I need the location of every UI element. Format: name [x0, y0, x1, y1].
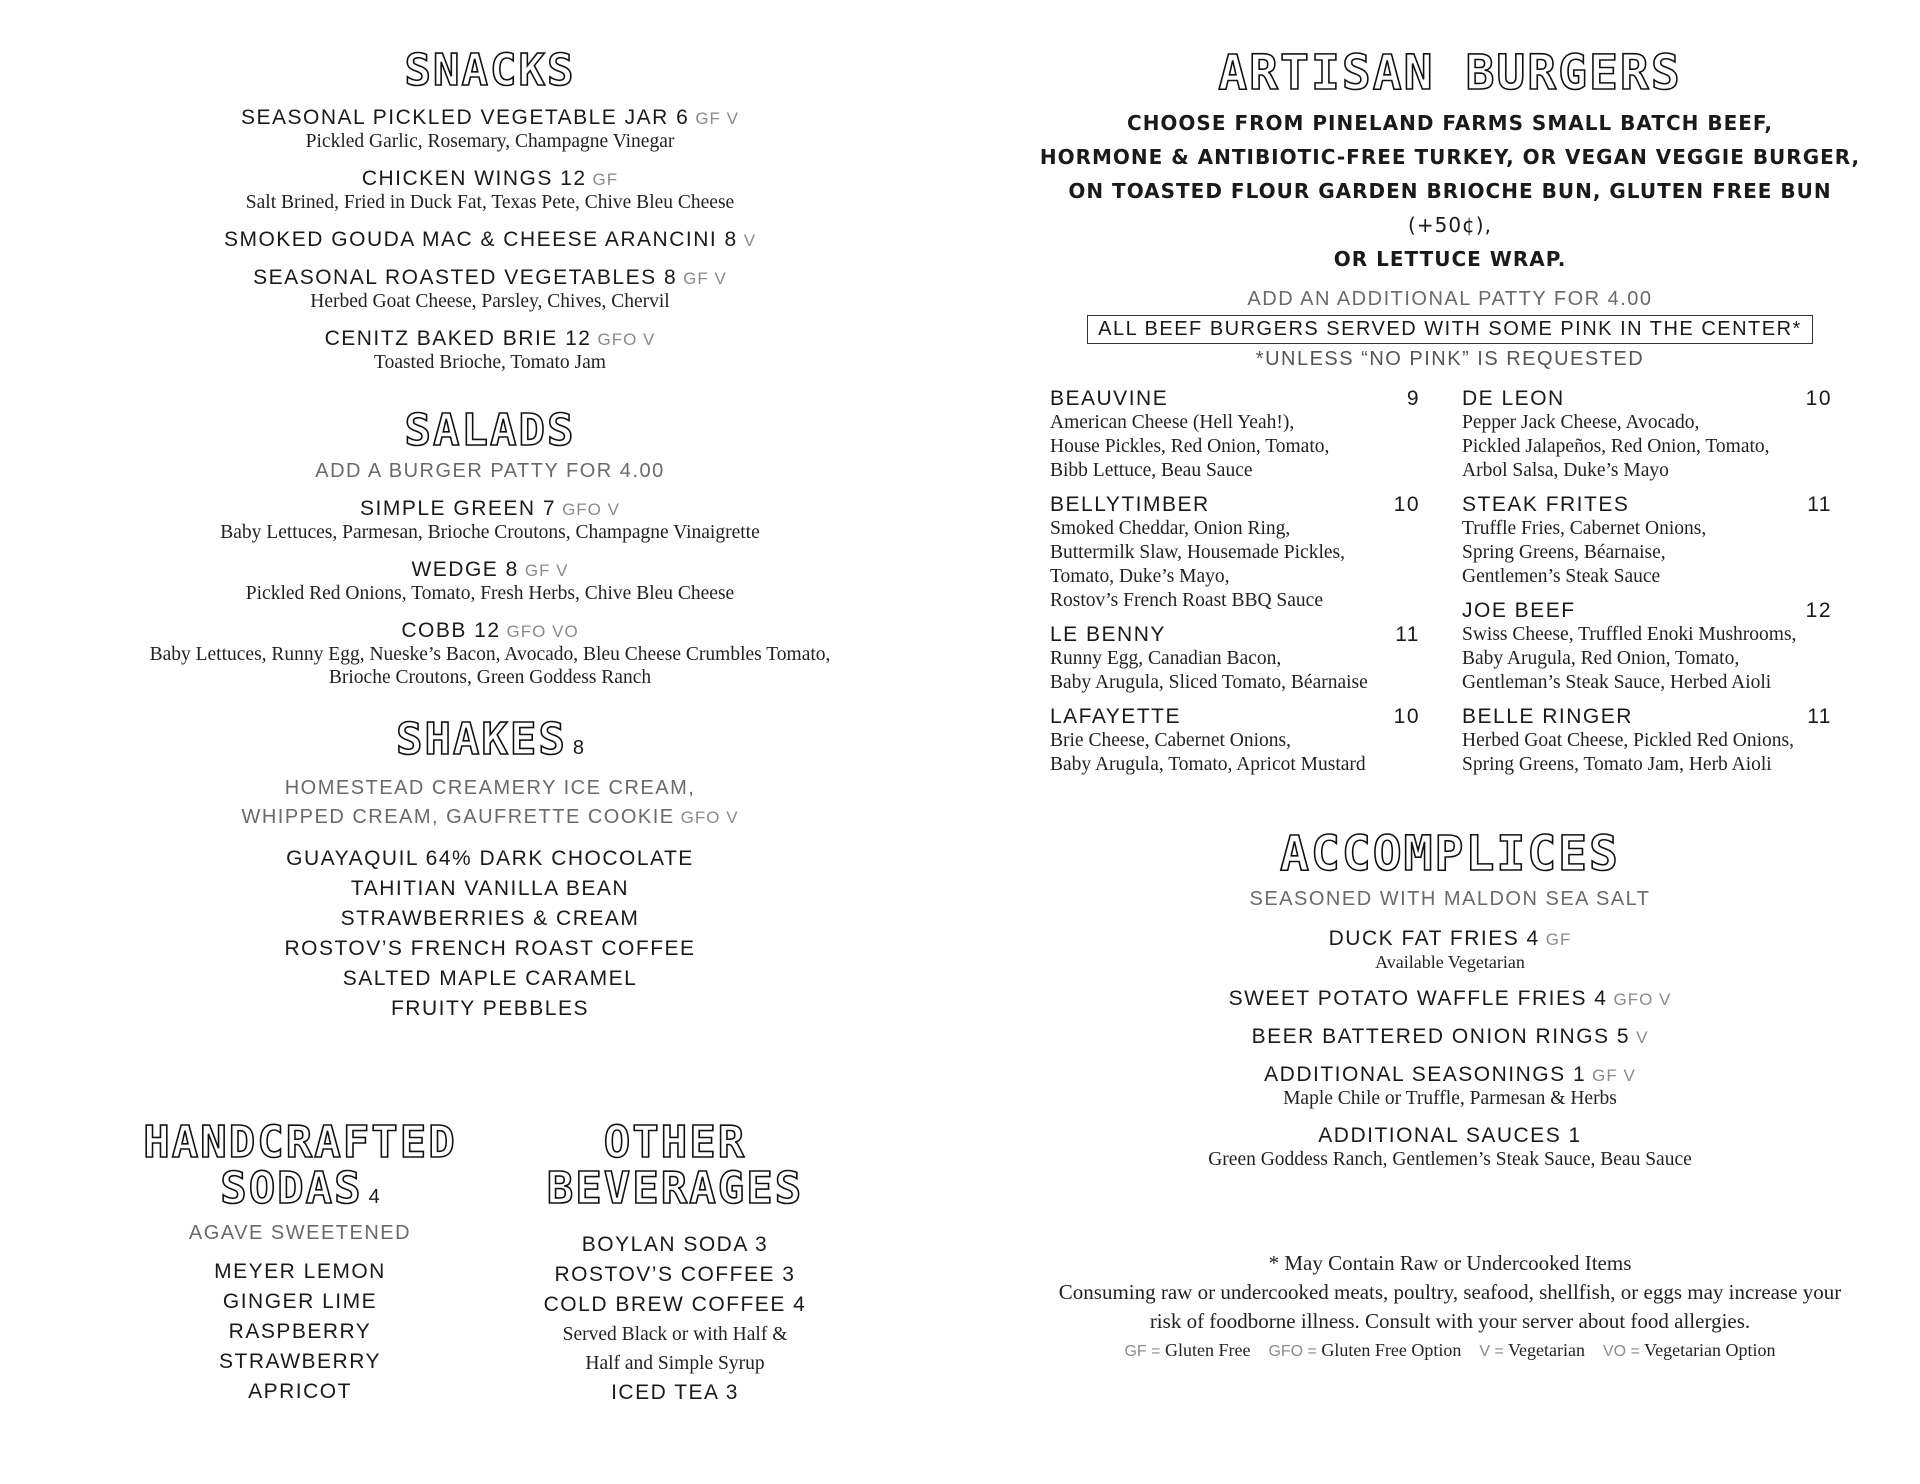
burger-name: LAFAYETTE — [1050, 705, 1181, 729]
burger-desc-line: Spring Greens, Tomato Jam, Herb Aioli — [1462, 754, 1772, 776]
beverages-section — [500, 1117, 850, 1408]
diet-tags: GF V — [524, 561, 569, 581]
salads-subtitle: ADD A BURGER PATTY FOR 4.00 — [315, 460, 665, 483]
diet-tags: GF — [1545, 929, 1572, 949]
left-column — [90, 45, 890, 1024]
burger-price: 10 — [1393, 493, 1420, 517]
burger-desc-line: Baby Arugula, Red Onion, Tomato, — [1462, 648, 1740, 670]
shakes-title: SHAKES — [395, 714, 567, 766]
diet-tags: GF V — [695, 109, 739, 129]
item-description: Baby Lettuces, Parmesan, Brioche Croutons, Champagne Vinaigrette — [220, 522, 760, 544]
burger-desc-line: Baby Arugula, Tomato, Apricot Mustard — [1050, 754, 1366, 776]
burger-item — [1050, 705, 1420, 777]
menu-item — [90, 619, 890, 689]
menu-item — [1030, 1025, 1870, 1049]
diet-tags: GF V — [683, 269, 727, 289]
item-description: Herbed Goat Cheese, Parsley, Chives, Chervil — [310, 291, 670, 313]
item-description: Pickled Red Onions, Tomato, Fresh Herbs, Chive Bleu Cheese — [245, 583, 735, 605]
soda-flavor: APRICOT — [248, 1380, 352, 1404]
burger-name: STEAK FRITES — [1462, 493, 1630, 517]
intro-line: ON TOASTED FLOUR GARDEN BRIOCHE BUN, GLUTEN FREE BUN — [1068, 179, 1832, 204]
burger-item — [1050, 623, 1420, 695]
beverages-title-2: BEVERAGES — [546, 1163, 804, 1215]
legend-key: GF = — [1124, 1342, 1161, 1360]
snacks-section — [90, 45, 890, 374]
burger-desc-line: Tomato, Duke’s Mayo, — [1050, 566, 1230, 588]
diet-tags: GF — [592, 170, 619, 190]
burger-desc-line: Gentleman’s Steak Sauce, Herbed Aioli — [1462, 672, 1772, 694]
sodas-section — [120, 1117, 480, 1407]
burger-desc-line: Runny Egg, Canadian Bacon, — [1050, 648, 1282, 670]
beverage-item: BOYLAN SODA 3 — [581, 1233, 769, 1257]
burger-name: BELLE RINGER — [1462, 705, 1633, 729]
footnote-line: Consuming raw or undercooked meats, poultry, seafood, shellfish, or eggs may increase your — [1058, 1279, 1842, 1304]
burger-price: 11 — [1807, 705, 1832, 729]
diet-tags: GF V — [1592, 1065, 1636, 1085]
add-patty-note: ADD AN ADDITIONAL PATTY FOR 4.00 — [1247, 288, 1653, 311]
burger-item — [1462, 599, 1832, 695]
burger-desc-line: Buttermilk Slaw, Housemade Pickles, — [1050, 542, 1345, 564]
beverages-title-1: OTHER — [603, 1117, 747, 1168]
item-name: CENITZ BAKED BRIE 12 — [324, 327, 592, 351]
beverage-item: COLD BREW COFFEE 4 — [543, 1293, 807, 1317]
burger-desc-line: Spring Greens, Béarnaise, — [1462, 542, 1666, 564]
shakes-sub2: WHIPPED CREAM, GAUFRETTE COOKIE — [241, 805, 675, 828]
item-name: SMOKED GOUDA MAC & CHEESE ARANCINI 8 — [223, 228, 738, 252]
beverage-item: ICED TEA 3 — [611, 1381, 739, 1405]
diet-tags: GFO V — [562, 500, 620, 520]
burger-name: LE BENNY — [1050, 623, 1166, 647]
item-name: BEER BATTERED ONION RINGS 5 — [1251, 1024, 1631, 1048]
shake-flavor: TAHITIAN VANILLA BEAN — [350, 876, 630, 900]
burger-desc-line: American Cheese (Hell Yeah!), — [1050, 412, 1295, 434]
menu-item — [90, 167, 890, 214]
menu-item — [90, 497, 890, 544]
diet-tags: V — [1636, 1027, 1649, 1047]
burger-desc-line: Truffle Fries, Cabernet Onions, — [1462, 518, 1707, 540]
soda-flavor: RASPBERRY — [228, 1320, 372, 1344]
menu-item — [1030, 1063, 1870, 1110]
item-name: DUCK FAT FRIES 4 — [1328, 926, 1540, 950]
intro-line-extra: (+50¢), — [1408, 213, 1492, 238]
sodas-title-1: HANDCRAFTED — [143, 1117, 457, 1168]
item-description: Baby Lettuces, Runny Egg, Nueske’s Bacon, Avocado, Bleu Cheese Crumbles Tomato, — [149, 644, 831, 666]
item-description: Available Vegetarian — [1375, 951, 1525, 972]
menu-item — [90, 266, 890, 313]
burger-price: 9 — [1406, 387, 1420, 411]
sodas-price: 4 — [368, 1186, 380, 1209]
burger-price: 10 — [1805, 387, 1832, 411]
no-pink-note: *UNLESS “NO PINK” IS REQUESTED — [1255, 348, 1645, 371]
item-description: Green Goddess Ranch, Gentlemen’s Steak Sauce, Beau Sauce — [1208, 1148, 1692, 1170]
burgers-intro — [1030, 106, 1870, 276]
burger-item — [1050, 387, 1420, 483]
burger-item — [1050, 493, 1420, 613]
item-name: WEDGE 8 — [411, 558, 519, 582]
soda-flavor: STRAWBERRY — [218, 1350, 382, 1374]
burger-column-right — [1462, 387, 1832, 777]
burger-desc-line: Pepper Jack Cheese, Avocado, — [1462, 412, 1700, 434]
legend-value: Vegetarian Option — [1644, 1339, 1776, 1360]
item-description: Maple Chile or Truffle, Parmesan & Herbs — [1283, 1087, 1617, 1109]
beverage-item: ROSTOV’S COFFEE 3 — [554, 1263, 796, 1287]
item-description: Pickled Garlic, Rosemary, Champagne Vinegar — [305, 131, 675, 153]
legend-key: GFO = — [1268, 1342, 1317, 1360]
item-description: Brioche Croutons, Green Goddess Ranch — [328, 667, 652, 689]
accomplices-title: ACCOMPLICES — [1280, 826, 1620, 883]
menu-item — [1030, 987, 1870, 1011]
salads-section — [90, 405, 890, 689]
footnote-line: * May Contain Raw or Undercooked Items — [1268, 1250, 1632, 1275]
burger-price: 11 — [1395, 623, 1420, 647]
soda-flavor: MEYER LEMON — [214, 1260, 386, 1284]
snacks-title: SNACKS — [404, 45, 576, 96]
intro-line: CHOOSE FROM PINELAND FARMS SMALL BATCH BEEF, — [1127, 111, 1773, 136]
burger-name: BELLYTIMBER — [1050, 493, 1210, 517]
menu-item — [90, 327, 890, 374]
legend-key: V = — [1479, 1342, 1504, 1360]
burger-item — [1462, 387, 1832, 483]
burger-column-left — [1050, 387, 1420, 777]
beverage-note: Half and Simple Syrup — [585, 1353, 765, 1375]
burger-name: JOE BEEF — [1462, 599, 1576, 623]
legend-value: Vegetarian — [1508, 1339, 1585, 1360]
burger-desc-line: Swiss Cheese, Truffled Enoki Mushrooms, — [1462, 624, 1797, 646]
burgers-section — [1030, 45, 1870, 777]
shakes-section — [90, 714, 890, 1023]
footnote-line: risk of foodborne illness. Consult with your server about food allergies. — [1149, 1308, 1751, 1333]
burger-name: BEAUVINE — [1050, 387, 1169, 411]
soda-flavor: GINGER LIME — [222, 1290, 378, 1314]
burger-desc-line: Gentlemen’s Steak Sauce — [1462, 566, 1661, 588]
burger-item — [1462, 705, 1832, 777]
shake-flavor: STRAWBERRIES & CREAM — [340, 906, 640, 930]
shake-flavor: GUAYAQUIL 64% DARK CHOCOLATE — [286, 846, 694, 870]
menu-item — [1030, 927, 1870, 973]
burger-desc-line: Pickled Jalapeños, Red Onion, Tomato, — [1462, 436, 1770, 458]
sodas-title-2: SODAS — [220, 1163, 363, 1215]
item-description: Salt Brined, Fried in Duck Fat, Texas Pete, Chive Bleu Cheese — [245, 192, 735, 214]
legend-key: VO = — [1603, 1342, 1640, 1360]
item-name: SIMPLE GREEN 7 — [360, 497, 557, 521]
burger-desc-line: Smoked Cheddar, Onion Ring, — [1050, 518, 1291, 540]
shakes-sub1: HOMESTEAD CREAMERY ICE CREAM, — [284, 776, 696, 799]
allergy-footer — [1030, 1249, 1870, 1361]
salads-title: SALADS — [404, 405, 576, 457]
burger-price: 12 — [1805, 599, 1832, 623]
item-name: COBB 12 — [401, 619, 501, 643]
burger-price: 11 — [1807, 493, 1832, 517]
accomplices-subtitle: SEASONED WITH MALDON SEA SALT — [1249, 887, 1651, 910]
item-name: SEASONAL PICKLED VEGETABLE JAR 6 — [241, 106, 690, 130]
burgers-title: ARTISAN BURGERS — [1218, 45, 1682, 101]
diet-legend — [1030, 1340, 1870, 1361]
legend-value: Gluten Free — [1164, 1339, 1251, 1360]
burger-desc-line: Brie Cheese, Cabernet Onions, — [1050, 730, 1291, 752]
pink-notice: ALL BEEF BURGERS SERVED WITH SOME PINK IN THE CENTER* — [1087, 315, 1813, 344]
burger-name: DE LEON — [1462, 387, 1565, 411]
item-name: CHICKEN WINGS 12 — [361, 167, 587, 191]
diet-tags: GFO V — [680, 807, 739, 827]
intro-line: OR LETTUCE WRAP. — [1333, 247, 1567, 272]
burger-desc-line: Rostov’s French Roast BBQ Sauce — [1050, 590, 1323, 612]
intro-line: HORMONE & ANTIBIOTIC-FREE TURKEY, OR VEGAN VEGGIE BURGER, — [1039, 145, 1861, 170]
menu-item — [90, 106, 890, 153]
burger-desc-line: Bibb Lettuce, Beau Sauce — [1050, 460, 1253, 482]
legend-value: Gluten Free Option — [1321, 1339, 1462, 1360]
sodas-subtitle: AGAVE SWEETENED — [188, 1222, 412, 1245]
diet-tags: GFO V — [1613, 989, 1672, 1009]
item-name: SEASONAL ROASTED VEGETABLES 8 — [253, 266, 678, 290]
beverage-note: Served Black or with Half & — [562, 1324, 788, 1346]
diet-tags: GFO V — [597, 330, 656, 350]
shake-flavor: ROSTOV’S FRENCH ROAST COFFEE — [284, 936, 696, 960]
diet-tags: V — [743, 231, 757, 251]
item-name: SWEET POTATO WAFFLE FRIES 4 — [1228, 986, 1608, 1010]
burger-price: 10 — [1393, 705, 1420, 729]
burger-desc-line: Arbol Salsa, Duke’s Mayo — [1462, 460, 1669, 482]
menu-item — [90, 558, 890, 605]
item-name: ADDITIONAL SEASONINGS 1 — [1264, 1062, 1587, 1086]
shakes-price: 8 — [572, 737, 585, 760]
item-name: ADDITIONAL SAUCES 1 — [1318, 1123, 1582, 1147]
burger-desc-line: Baby Arugula, Sliced Tomato, Béarnaise — [1050, 672, 1368, 694]
menu-item — [90, 228, 890, 252]
burger-item — [1462, 493, 1832, 589]
menu-item — [1030, 1124, 1870, 1171]
accomplices-section — [1030, 826, 1870, 1170]
item-description: Toasted Brioche, Tomato Jam — [374, 352, 606, 374]
burger-desc-line: Herbed Goat Cheese, Pickled Red Onions, — [1462, 730, 1794, 752]
burger-list — [1050, 387, 1870, 777]
shake-flavor: SALTED MAPLE CARAMEL — [342, 966, 638, 990]
right-column — [1030, 45, 1870, 1361]
diet-tags: GFO VO — [506, 622, 579, 642]
shake-flavor: FRUITY PEBBLES — [390, 996, 589, 1020]
burger-desc-line: House Pickles, Red Onion, Tomato, — [1050, 436, 1330, 458]
